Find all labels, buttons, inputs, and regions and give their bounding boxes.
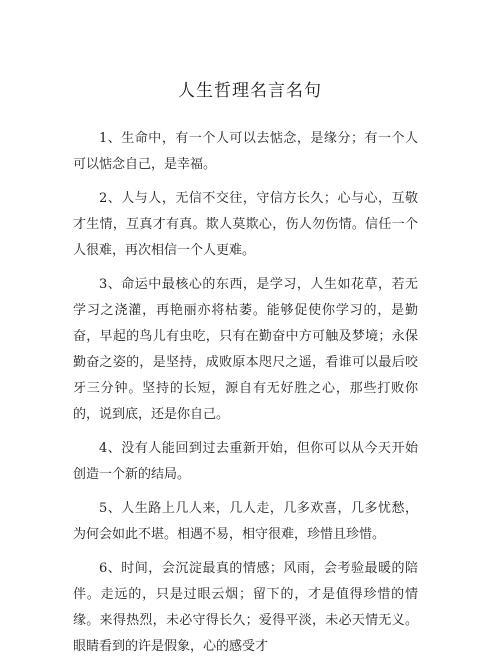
quote-paragraph-4: 4、没有人能回到过去重新开始，但你可以从今天开始创造一个新的结局。 xyxy=(73,441,418,482)
quote-paragraph-5: 5、人生路上几人来，几人走，几多欢喜，几多忧愁，为何会如此不堪。相遇不易，相守很难，珍惜且珍惜。 xyxy=(73,501,418,542)
document-title: 人生哲理名言名句 xyxy=(178,81,322,101)
quote-paragraph-3: 3、命运中最核心的东西，是学习，人生如花草，若无学习之浇灌，再艳丽亦将枯萎。能够促使你学习的，是勤奋，早起的鸟儿有虫吃，只有在勤奋中方可触及梦境；永保勤奋之姿的，是坚持，成败原本咫尺之遥，看谁可以最后咬牙三分钟。坚持的长短，源自有无好胜之心，那些打败你的，说到底，还是你自己。 xyxy=(73,277,418,422)
quote-paragraph-6: 6、时间，会沉淀最真的情感；风雨，会考验最暖的陪伴。走远的，只是过眼云烟；留下的，才是值得珍惜的情缘。来得热烈，未必守得长久；爱得平淡，未必天情无义。眼睛看到的许是假象，心的感受才 xyxy=(73,561,418,654)
quote-paragraph-1: 1、生命中，有一个人可以去惦念，是缘分；有一个人可以惦念自己，是幸福。 xyxy=(73,131,418,172)
quote-paragraph-2: 2、人与人，无信不交往，守信方长久；心与心，互敬才生情，互真才有真。欺人莫欺心，伤人勿伤情。信任一个人很难，再次相信一个人更难。 xyxy=(73,191,418,258)
document-body xyxy=(73,126,418,668)
